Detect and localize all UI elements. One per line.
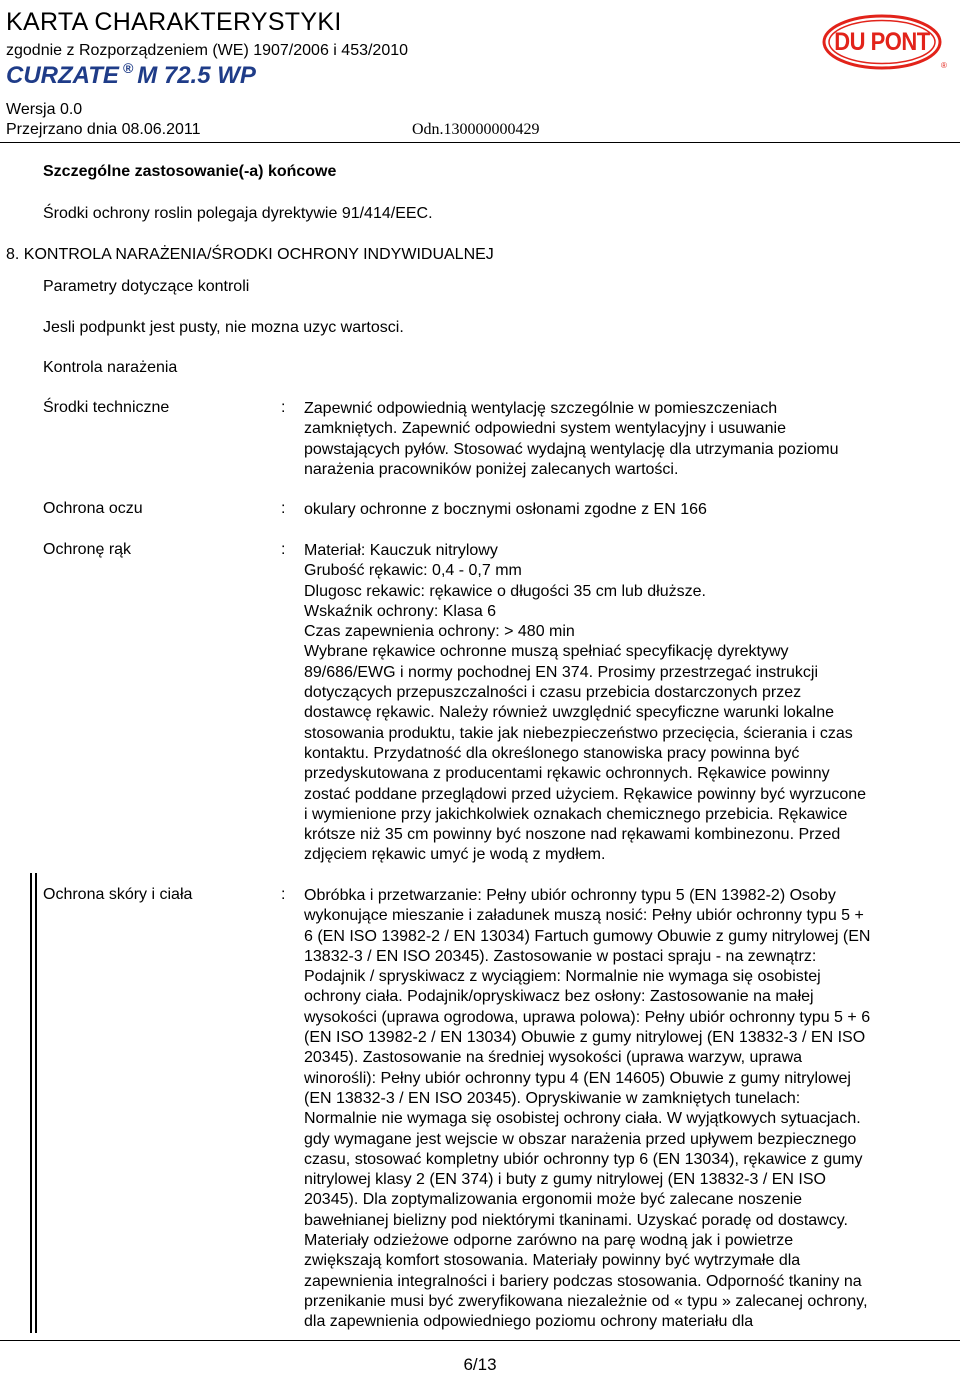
dupont-logo xyxy=(820,12,948,72)
header-divider xyxy=(0,142,960,143)
product-name-suffix: M 72.5 WP xyxy=(137,62,256,89)
end-use-text: Środki ochrony roslin polegaja dyrektywie 91/414/EEC. xyxy=(43,205,433,222)
version: Wersja 0.0 xyxy=(6,101,83,118)
skin-body-protection-label: Ochrona skóry i ciała xyxy=(43,886,193,903)
page-number: 6/13 xyxy=(463,1355,497,1374)
technical-measures-text: Zapewnić odpowiednią wentylację szczególnie w pomieszczeniach zamkniętych. Zapewnić odpowiedni system wentylacyjny i usuwanie powstających pyłów. Stosować wydajną wentylację dla utrzymania poziomu narażenia pracowników poniżej zalecanych wartości. xyxy=(304,400,839,478)
logo-registered-mark: ® xyxy=(941,61,947,70)
product-name xyxy=(6,60,256,90)
technical-measures-colon: : xyxy=(281,399,286,416)
exposure-control-heading: Kontrola narażenia xyxy=(43,359,178,376)
hand-protection-colon: : xyxy=(281,541,286,558)
end-use-heading: Szczególne zastosowanie(-a) końcowe xyxy=(43,163,337,180)
registered-mark: ® xyxy=(122,60,134,76)
logo-wordmark: DU PONT xyxy=(834,28,930,57)
revision-date: Przejrzano dnia 08.06.2011 xyxy=(6,121,201,138)
revision-change-bar xyxy=(30,873,38,1333)
product-name-main: CURZATE xyxy=(6,62,119,89)
control-parameters-note: Jesli podpunkt jest pusty, nie mozna uzyc wartosci. xyxy=(43,319,404,336)
technical-measures-label: Środki techniczne xyxy=(43,399,170,416)
skin-body-protection-text: Obróbka i przetwarzanie: Pełny ubiór ochronny typu 5 (EN 13982-2) Osoby wykonujące mieszanie i załadunek muszą nosić: Pełny ubiór ochronny typu 5 + 6 (EN ISO 13982-2 / EN 13034) Fartuch gumowy Obuwie z gumy nitrylowej (EN 13832-3 / EN ISO 20345). Zastosowanie w postaci spraju - na zewnątrz: Podajnik / spryskiwacz z wyciągiem: Normalnie nie wymaga się osobistej ochrony ciała. Podajnik/opryskiwacz bez osłony: Zastosowanie na małej wysokości (uprawa ogrodowa, uprawa polowa): Pełny ubiór ochronny typu 5 + 6 (EN ISO 13982-2 / EN 13034) Obuwie z gumy nitrylowej (EN 13832-3 / EN ISO 20345). Zastosowanie na średniej wysokości (uprawa warzyw, uprawa winorośli): Pełny ubiór ochronny typu 4 (EN 14605) Obuwie z gumy nitrylowej (EN 13832-3 / EN ISO 20345). Opryskiwanie w zamkniętych tunelach: Normalnie nie wymaga się osobistej ochrony ciała. W wyjątkowych sytuacjach. gdy wymagane jest wejscie w obszar narażenia przed upływem bezpiecznego czasu, stosować kompletny ubiór ochronny typ 6 (EN 13034), rękawice z gumy nitrylowej klasy 2 (EN 374) i buty z gumy nitrylowej (EN 13832-3 / EN ISO 20345). Dla zoptymalizowania ergonomii może być zalecane noszenie bawełnianej bielizny pod niektórymi tkaninami. Uzyskać poradę od dostawcy. Materiały odzieżowe odporne zarówno na parę wodną jak i powietrze zwiększają komfort stosowania. Materiały powinny być wytrzymałe dla zapewnienia integralności i bariery podczas stosowania. Odporność tkaniny na przenikanie musi być zweryfikowana niezależnie od « typu » zalecanej ochrony, dla zapewnienia odpowiedniego poziomu ochrony materiału dla xyxy=(304,887,871,1331)
control-parameters-heading: Parametry dotyczące kontroli xyxy=(43,278,250,295)
hand-protection-text: Materiał: Kauczuk nitrylowy Grubość rękawic: 0,4 - 0,7 mm Dlugosc rekawic: rękawice o długości 35 cm lub dłuższe. Wskaźnik ochrony: Klasa 6 Czas zapewnienia ochrony: > 480 min Wybrane rękawice ochronne muszą spełniać specyfikację dyrektywy 89/686/EWG i normy pochodnej EN 374. Prosimy przestrzegać instrukcji dotyczących przepuszczalności i czasu przebicia dostarczonych przez dostawcę rękawic. Należy również uwzględnić specyficzne warunki lokalne stosowania produktu, takie jak niebezpieczeństwo przecięcia, ścierania i czas kontaktu. Przydatność dla określonego stanowiska pracy powinna być przedyskutowana z producentami rękawic ochronnych. Rękawice powinny zostać poddane przeglądowi przed użyciem. Rękawice powinny być wyrzucone i wymienione przy jakichkolwiek oznakach chemicznego przebicia. Rękawice krótsze niż 35 cm powinny być noszone nad rękawami kombinezonu. Przed zdjęciem rękawic umyć je wodą z mydłem. xyxy=(304,542,867,864)
eye-protection-colon: : xyxy=(281,500,286,517)
document-title: KARTA CHARAKTERYSTYKI xyxy=(6,8,342,36)
hand-protection-label: Ochronę rąk xyxy=(43,541,132,558)
footer-divider xyxy=(0,1340,960,1341)
regulation-reference: zgodnie z Rozporządzeniem (WE) 1907/2006 i 453/2010 xyxy=(6,42,409,59)
eye-protection-label: Ochrona oczu xyxy=(43,500,143,517)
section-8-title: 8. KONTROLA NARAŻENIA/ŚRODKI OCHRONY INDYWIDUALNEJ xyxy=(6,246,494,263)
reference-number: Odn.130000000429 xyxy=(412,121,540,138)
eye-protection-text: okulary ochronne z bocznymi osłonami zgodne z EN 166 xyxy=(304,501,707,518)
skin-body-protection-colon: : xyxy=(281,886,286,903)
